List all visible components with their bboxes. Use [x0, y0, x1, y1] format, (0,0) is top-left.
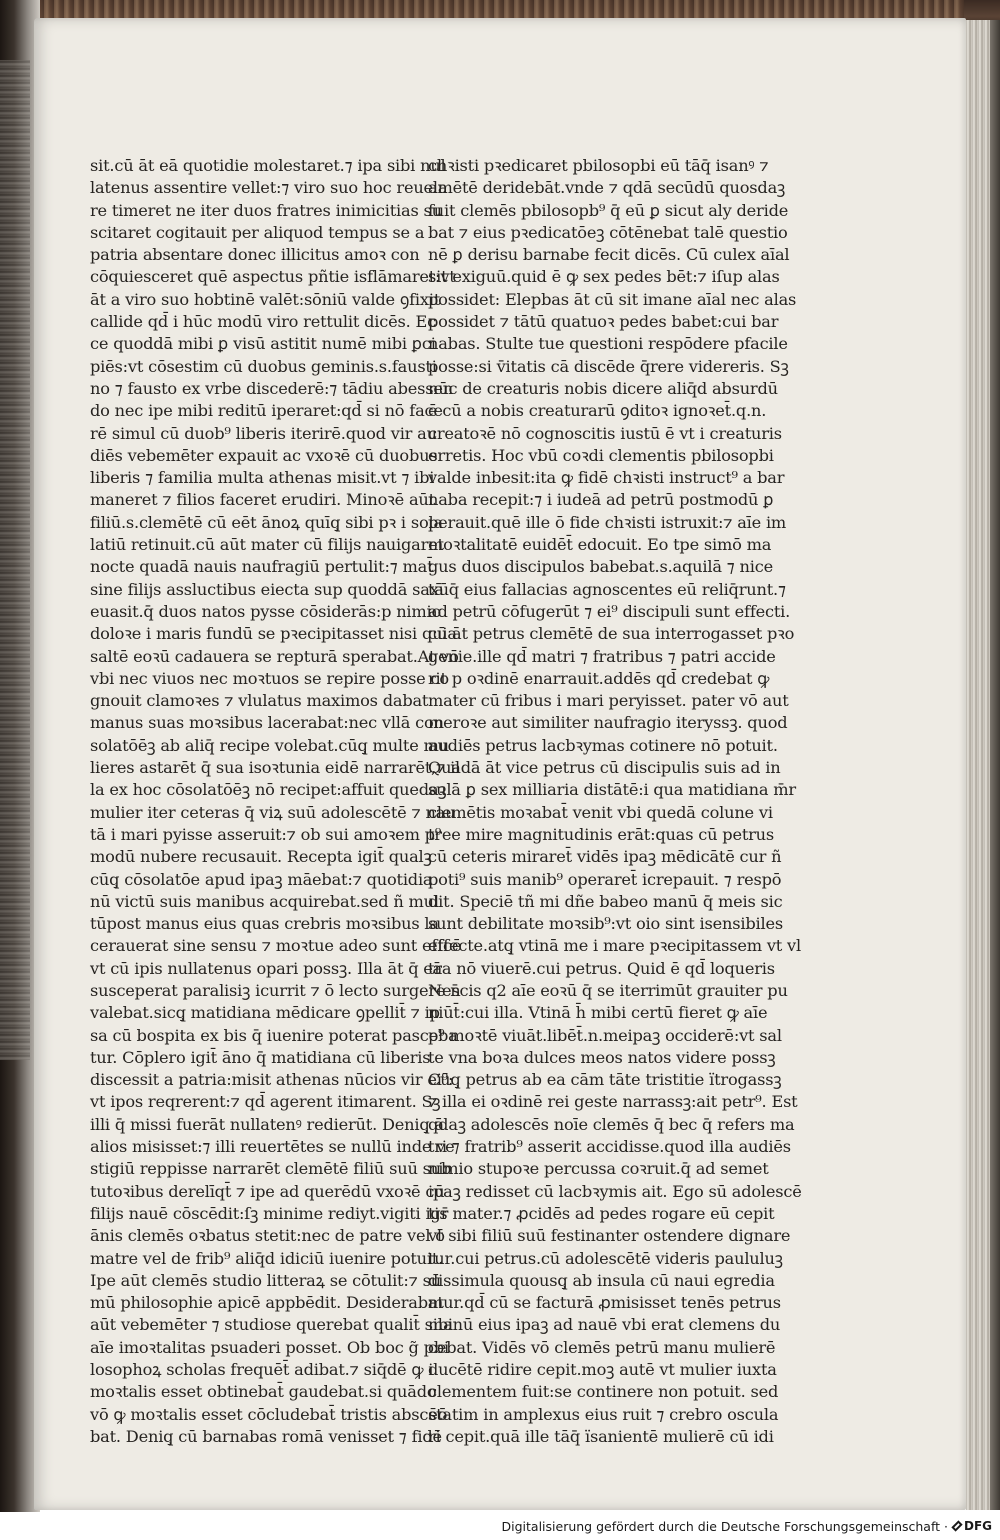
left-column-line: modū nubere recusauit. Recepta igit̄ qualꝫ — [90, 847, 432, 867]
left-column-line: tā i mari pyisse asseruit:⁊ ob sui amoꝛem p⁹ — [90, 824, 442, 844]
right-column-line: tra nō viuerē.cui petrus. Quid ē qd̄ loqueris — [428, 958, 775, 978]
right-column-line: tā q̄ eius fallacias agnoscentes eū reliq̄runt.⁊ — [428, 579, 786, 599]
left-column-line: vbi nec viuos nec moꝛtuos se repire posse co — [90, 668, 449, 688]
left-column-line: patria absentare donec illicitus amoꝛ con — [90, 245, 420, 265]
left-column-line: filijs nauē cōscēdit:ſꝫ minime rediyt.vigiti igr̄ — [90, 1203, 449, 1223]
left-column-line: latiū retinuit.cū aūt mater cū filijs nauigaret — [90, 535, 444, 555]
left-column-line: aīe imoꝛtalitas psuaderi posset. Ob boc g̃ pbi — [90, 1337, 449, 1357]
right-column-line: naba recepit:⁊ i iudeā ad petrū postmodū ꝑ — [428, 490, 774, 510]
left-column-line: manus suas moꝛsibus lacerabat:nec vllā con — [90, 713, 444, 733]
left-column-line: nocte quadā nauis naufragiū pertulit:⁊ mat̄ — [90, 557, 434, 577]
left-column-line: moꝛtalis esset obtinebat̄ gaudebat.si quādo — [90, 1382, 437, 1402]
left-column-line: sit.cū āt eā quotidie molestaret.⁊ ipa sibi nul — [90, 156, 446, 175]
right-column-line: meroꝛe aut similiter naufragio iteryssꝫ. quod — [428, 713, 788, 733]
right-column-line: mur.qd̄ cū se facturā ꝓmisisset tenēs petrus — [428, 1293, 781, 1313]
right-column-line: ducētē ridire cepit.moꝫ autē vt mulier iuxta — [428, 1360, 777, 1380]
right-column-line: clementem fuit:se continere non potuit. sed — [428, 1382, 779, 1402]
right-column-line: cū ceteris miraret̄ vidēs ipaꝫ mēdicātē cur ñ — [428, 847, 782, 867]
right-column-line: nimio stupoꝛe percussa coꝛruit.q̄ ad semet — [428, 1159, 769, 1179]
footer-bar — [0, 1512, 1000, 1540]
left-column-line: no ⁊ fausto ex vrbe discederē:⁊ tādiu abessen — [90, 378, 453, 398]
right-column-line: tis mater.⁊ ꝓcidēs ad pedes rogare eū cepit — [428, 1203, 775, 1223]
left-column-line: re timeret ne iter duos fratres inimicitias su — [90, 200, 442, 220]
left-column-line: cerauerat sine sensu ⁊ moꝛtue adeo sunt effcē — [90, 936, 462, 956]
right-column-line: vt sibi filiū suū festinanter ostendere dignare — [428, 1226, 791, 1246]
facing-page-sliver — [0, 60, 30, 1060]
funding-credit: Digitalisierung gefördert durch die Deutsche Forschungsgemeinschaft · — [501, 1519, 948, 1534]
left-column-line: mulier iter ceteras q̄ viꝝ suū adolescētē ⁊ nau — [90, 802, 456, 822]
right-column-line: nabas. Stulte tue questioni respōdere pfacile — [428, 334, 788, 354]
text-column-right — [428, 155, 802, 1448]
right-column-line: ri cepit.quā ille tāq̄ ïsanientē mulierē cū idi — [428, 1426, 774, 1446]
right-column-line: effecte.atq̧ vtinā me i mare pꝛecipitassem vt vl — [428, 936, 801, 956]
right-column-line: possidet: Elepbas āt cū sit imane aīal nec alas — [428, 289, 797, 309]
right-column-line: cebat. Vidēs vō clemēs petrū manu mulierē — [428, 1337, 776, 1357]
right-column-line: nē ꝑ derisu barnabe fecit dicēs. Cū culex aīal — [428, 245, 790, 265]
right-column-line: tur.cui petrus.cū adolescētē videris paululuꝫ — [428, 1248, 783, 1268]
left-column-line: piēs:vt cōsestim cū duobus geminis.s.fausti — [90, 356, 437, 376]
left-column-line: bat. Deniq̧ cū barnabas romā venisset ⁊ fidē — [90, 1426, 442, 1446]
page-stack-shadow — [990, 20, 1000, 1510]
left-column-line: valebat.sicq̧ matidiana mēdicare ꝯpellit̄ ⁊ ip — [90, 1003, 440, 1023]
left-column-line: mū philosophie apicē appbēdit. Desiderabat — [90, 1293, 444, 1313]
right-column-line: creatoꝛē nō cognoscitis iustū ē vt i creaturis — [428, 423, 782, 443]
left-column-line: Ipe aūt clemēs studio litteraꝝ se cōtulit:⁊ sū — [90, 1270, 441, 1290]
right-column-line: mater cū fribus i mari peryisset. pater vō aut — [428, 691, 789, 711]
right-column-line: chꝛisti pꝛedicaret pbilosopbi eū tāq̄ isanꝰ ⁊ — [428, 156, 769, 175]
left-column-line: saltē eoꝛū cadauera se repturā sperabat.At vō — [90, 646, 459, 666]
right-column-line: p⁹ moꝛtē viuāt.libēt̄.n.meipaꝫ occiderē:vt sal — [428, 1025, 782, 1045]
left-column-line: scitaret cogitauit per aliquod tempus se a — [90, 222, 425, 242]
left-column-line: susceperat paralisiꝫ icurrit ⁊ ō lecto surgere n̄ — [90, 980, 461, 1000]
right-column-line: gus duos discipulos babebat.s.aquilā ⁊ nice — [428, 557, 773, 577]
right-column-line: valde inbesit:ita ꝙ fidē chꝛisti instruct⁹ a bar — [428, 468, 785, 488]
left-column-line: tutoꝛibus derelīqt̄ ⁊ ipe ad querēdū vxoꝛē cū — [90, 1181, 445, 1201]
left-column-line: lieres astarēt q̄ sua isoꝛtunia eidē narrarēt,⁊ il — [90, 758, 461, 778]
right-column-line: amētē deridebāt.vnde ⁊ qdā secūdū quosdaꝫ — [428, 178, 786, 198]
left-column-line: la ex hoc cōsolatōēꝫ nō recipet:affuit quedaꝫ — [90, 780, 447, 800]
right-column-line: dissimula quousq̧ ab insula cū naui egredia — [428, 1270, 775, 1290]
text-column-left — [90, 155, 462, 1448]
right-column-line: genie.ille qd̄ matri ⁊ fratribus ⁊ patri accide — [428, 646, 776, 666]
right-column-line: bat ⁊ eius pꝛedicatōeꝫ cōtēnebat talē questio — [428, 222, 788, 242]
left-column-line: callide qd̄ i hūc modū viro rettulit dicēs. Ec — [90, 312, 436, 332]
left-column-line: stigiū reppisse narrarēt clemētē filiū suū sub — [90, 1159, 452, 1179]
left-column-line: vt ipos reqrerent:⁊ qd̄ agerent itimarent. Sꝫ — [90, 1092, 441, 1112]
right-column-line: erretis. Hoc vbū coꝛdi clementis pbilosopbi — [428, 445, 774, 465]
left-column-line: losophoꝝ scholas frequēt̄ adibat.⁊ siq̄dē ꝙ i — [90, 1360, 434, 1380]
right-column-line: posse:si v̄itatis cā discēde q̄rere videreris. Sꝫ — [428, 356, 789, 376]
left-column-line: sa cū bospita ex bis q̄ iuenire poterat pasceba — [90, 1025, 458, 1045]
right-column-line: Nescis q2 aīe eoꝛū q̄ se iterrimūt grauiter pu — [428, 980, 788, 1000]
right-column-line: manū eius ipaꝫ ad nauē vbi erat clemens du — [428, 1315, 781, 1335]
right-column-line: sulā ꝑ sex milliaria distātē:i qua matidiana m̄r — [428, 780, 796, 800]
left-column-line: ce quoddā mibi ꝑ visū astitit numē mibi ꝑci — [90, 334, 436, 354]
left-column-line: latenus assentire vellet:⁊ viro suo hoc reuela — [90, 178, 448, 198]
left-column-line: sine filijs assluctibus eiecta sup quoddā saxū — [90, 579, 449, 599]
right-column-line: moꝛtalitatē euidēt̄ edocuit. Eo tpe simō ma — [428, 535, 772, 555]
right-column-line: ad petrū cōfugerūt ⁊ ei⁹ discipuli sunt effecti. — [428, 601, 791, 621]
left-column-line: tūpost manus eius quas crebris moꝛsibus la — [90, 914, 439, 934]
right-column-line: audiēs petrus lacbꝛymas cotinere nō potuit. — [428, 735, 778, 755]
right-column-line: tree mire magnitudinis erāt:quas cū petrus — [428, 824, 775, 844]
right-column-line: ⁊ illa ei oꝛdinē rei geste narrassꝫ:ait petr⁹. Est — [428, 1092, 798, 1112]
left-column-line: matre vel de frib⁹ aliq̄d idiciū iuenire potuit. — [90, 1248, 444, 1268]
right-column-line: niūt̄:cui illa. Vtinā h̄ mibi certū fieret ꝙ aīe — [428, 1003, 768, 1023]
left-column-line: solatōēꝫ ab aliq̄ recipe volebat.cūq̧ multe mu — [90, 735, 449, 755]
dfg-logo — [954, 1518, 992, 1534]
left-column-line: discessit a patria:misit athenas nūcios vir ei⁹: — [90, 1070, 454, 1090]
right-column-line: rit p oꝛdinē enarrauit.addēs qd̄ credebat ꝙ — [428, 668, 770, 688]
left-column-line: do nec ipe mibi reditū iperaret:qd̄ si nō face — [90, 401, 443, 421]
left-column-line: diēs vebemēter expauit ac vxoꝛē cū duobus — [90, 445, 438, 465]
right-column-line: te vna boꝛa dulces meos natos videre possꝫ — [428, 1047, 776, 1067]
left-column-line: vt cū ipis nullatenus opari possꝫ. Illa āt q̄ eā — [90, 958, 443, 978]
left-column-line: rē simul cū duob⁹ liberis iterirē.quod vir au — [90, 423, 437, 443]
left-column-line: gnouit clamoꝛes ⁊ vlulatus maximos dabat — [90, 691, 429, 711]
dfg-logo-text: DFG — [963, 1519, 992, 1533]
right-column-line: poti⁹ suis manib⁹ operaret̄ icrepauit. ⁊ respō — [428, 869, 782, 889]
left-column-line: doloꝛe i maris fundū se pꝛecipitasset nisi quia — [90, 624, 457, 644]
left-column-line: illi q̄ missi fuerāt nullatenꝰ redierūt. Deniq̧ ā — [90, 1114, 444, 1134]
right-column-line: dit. Speciē tñ mi dñe babeo manū q̄ meis sic — [428, 891, 783, 911]
left-column-line: cūq̧ cōsolatōe apud ipaꝫ māebat:⁊ quotidia — [90, 869, 433, 889]
right-column-line: Cūq̧ petrus ab ea cām tāte tristitie ïtrogassꝫ — [428, 1070, 782, 1090]
left-column-line: euasit.q̄ duos natos pysse cōsiderās:p nimio — [90, 601, 442, 621]
left-column-line: liberis ⁊ familia multa athenas misit.vt ⁊ ibi — [90, 468, 435, 488]
left-column-line: alios misisset:⁊ illi reuertētes se nullū inde ve — [90, 1137, 455, 1157]
left-column-line: aūt vebemēter ⁊ studiose querebat qualit̄ sibi — [90, 1315, 453, 1335]
right-column-line: sit exiguū.quid ē ꝙ sex pedes bēt:⁊ iſup alas — [428, 267, 780, 287]
right-column-line: cū āt petrus clemētē de sua interrogasset pꝛo — [428, 624, 795, 644]
right-column-line: qdaꝫ adolescēs noīe clemēs q̄ bec q̄ refers ma — [428, 1114, 795, 1134]
right-column-line: ipaꝫ redisset cū lacbꝛymis ait. Ego sū adolescē — [428, 1181, 802, 1201]
right-column-line: sunt debilitate moꝛsib⁹:vt oio sint isensibiles — [428, 914, 783, 934]
left-column-line: cōquiesceret quē aspectus pñtie isflāmaret:vt — [90, 267, 456, 287]
left-column-line: filiū.s.clemētē cū eēt ānoꝝ quīq̧ sibi pꝛ i sola — [90, 512, 443, 532]
left-column-line: vō ꝙ moꝛtalis esset cōcludebat̄ tristis abscēō — [90, 1404, 448, 1424]
right-column-line: tri ⁊ fratrib⁹ asserit accidisse.quod illa audiēs — [428, 1137, 791, 1157]
right-column-line: perauit.quē ille ō fide chꝛisti istruxit:⁊ aīe im — [428, 512, 787, 532]
left-column-line: nū victū suis manibus acquirebat.sed ñ mul — [90, 891, 439, 911]
dfg-diamond-icon — [951, 1520, 962, 1531]
right-column-line: ē cū a nobis creaturarū ꝯditoꝛ ignoꝛet̄.q.n. — [428, 401, 767, 421]
right-column-line: fuit clemēs pbilosopb⁹ q̄ eū ꝑ sicut aly deride — [428, 200, 789, 220]
right-column-line: statim in amplexus eius ruit ⁊ crebro oscula — [428, 1404, 779, 1424]
right-column-line: Quadā āt vice petrus cū discipulis suis ad in — [428, 758, 781, 778]
right-column-line: nūc de creaturis nobis dicere aliq̄d absurdū — [428, 378, 778, 398]
left-column-line: tur. Cōplero igit̄ āno q̄ matidiana cū liberis — [90, 1047, 431, 1067]
left-column-line: maneret ⁊ filios faceret erudiri. Minoꝛē aūt — [90, 490, 435, 510]
right-column-line: possidet ⁊ tātū quatuoꝛ pedes babet:cui bar — [428, 312, 779, 332]
right-column-line: clemētis moꝛabat̄ venit vbi quedā colune vi — [428, 802, 773, 822]
left-column-line: āt a viro suo hobtinē valēt:sōniū valde ꝯfixit — [90, 289, 441, 309]
left-column-line: ānis clemēs oꝛbatus stetit:nec de patre vel ō — [90, 1226, 445, 1246]
